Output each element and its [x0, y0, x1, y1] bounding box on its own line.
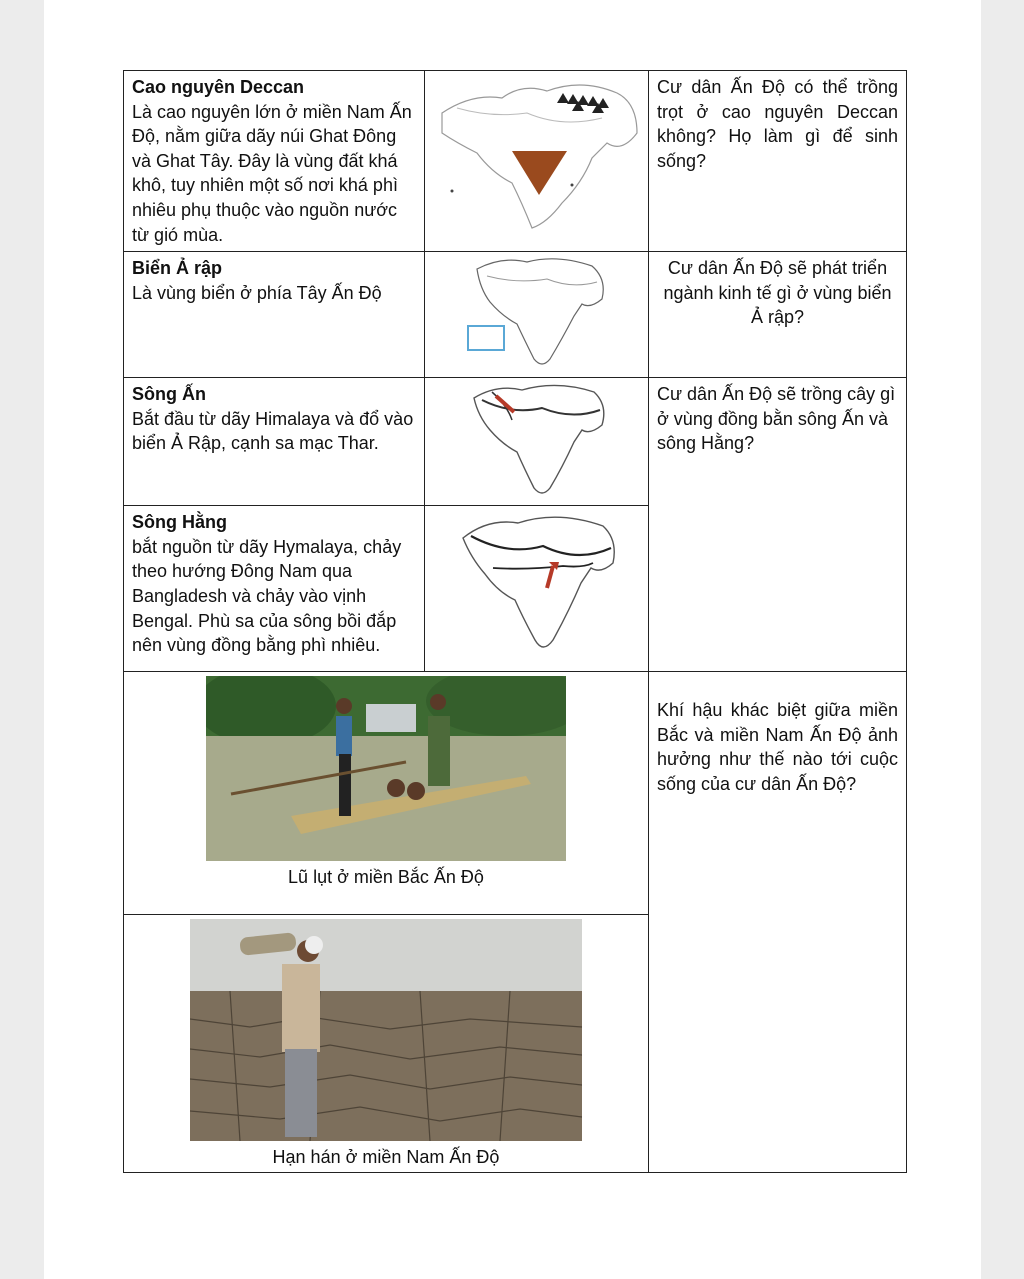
deccan-map-cell	[425, 71, 649, 252]
document-page	[44, 0, 981, 1279]
deccan-map	[432, 73, 642, 238]
indus-title: Sông Ấn	[132, 384, 206, 405]
arabian-sea-description: Là vùng biển ở phía Tây Ấn Độ	[132, 282, 382, 303]
arabian-sea-map	[462, 254, 612, 372]
ganges-description: bắt nguồn từ dãy Hymalaya, chảy theo hướng Đông Nam qua Bangladesh và chảy vào vịnh Bengal. Phù sa của sông bồi đắp nên vùng đồng bằng phì nhiêu.	[132, 536, 402, 656]
arabian-sea-map-cell	[425, 252, 649, 378]
indus-marker	[496, 396, 514, 412]
indus-map	[462, 380, 612, 500]
indus-info-cell	[124, 378, 425, 506]
rivers-question: Cư dân Ấn Độ sẽ trồng cây gì ở vùng đồng bằn sông Ấn và sông Hằng?	[649, 378, 907, 672]
indus-map-cell	[425, 378, 649, 506]
climate-question: Khí hậu khác biệt giữa miền Bắc và miền Nam Ấn Độ ảnh hưởng như thế nào tới cuộc sống của cư dân Ấn Độ?	[649, 672, 907, 1173]
flood-photo	[206, 676, 566, 861]
indus-description: Bắt đầu từ dãy Himalaya và đổ vào biển Ả Rập, cạnh sa mạc Thar.	[132, 408, 414, 454]
deccan-description: Là cao nguyên lớn ở miền Nam Ấn Độ, nằm giữa dãy núi Ghat Đông và Ghat Tây. Đây là vùng đất khá khô, tuy nhiên một số nơi khá phì nhiêu phụ thuộc vào nguồn nước từ gió mùa.	[132, 101, 412, 245]
arabian-sea-title: Biển Ả rập	[132, 258, 223, 279]
arabian-sea-marker	[468, 326, 504, 350]
ganges-map	[453, 508, 621, 658]
row-deccan	[124, 71, 907, 252]
ganges-marker	[547, 566, 553, 588]
arabian-sea-info-cell	[124, 252, 425, 378]
deccan-question: Cư dân Ấn Độ có thể trồng trọt ở cao nguyên Deccan không? Họ làm gì để sinh sống?	[649, 71, 907, 252]
drought-photo-cell	[124, 915, 649, 1173]
ganges-info-cell	[124, 506, 425, 672]
row-indus	[124, 378, 907, 506]
deccan-marker	[512, 151, 567, 195]
row-arabian-sea	[124, 252, 907, 378]
deccan-info-cell	[124, 71, 425, 252]
drought-photo	[190, 919, 582, 1141]
ganges-title: Sông Hằng	[132, 512, 227, 533]
mountain-symbols	[557, 93, 609, 113]
row-flood	[124, 672, 907, 915]
flood-photo-cell	[124, 672, 649, 915]
arabian-sea-question: Cư dân Ấn Độ sẽ phát triển ngành kinh tế gì ở vùng biển Ả rập?	[649, 252, 907, 378]
deccan-title: Cao nguyên Deccan	[132, 77, 305, 97]
drought-caption: Hạn hán ở miền Nam Ấn Độ	[272, 1147, 500, 1168]
ganges-map-cell	[425, 506, 649, 672]
worksheet-table	[123, 70, 907, 1173]
flood-caption: Lũ lụt ở miền Bắc Ấn Độ	[288, 867, 484, 888]
